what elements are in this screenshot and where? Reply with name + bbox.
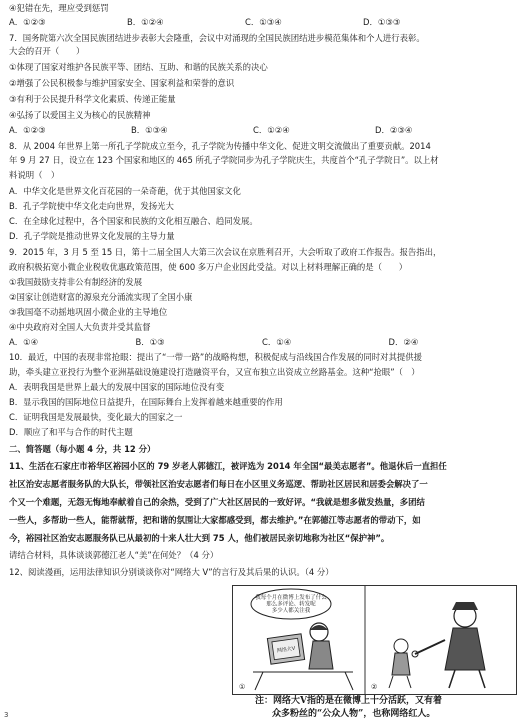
q9-item-2: ②国家让创造财富的源泉充分涌流实现了全国小康	[9, 292, 193, 302]
q11-text-5: 今，裕园社区治安志愿服务队已从最初的十来人壮大到 75 人，他们被居民亲切地称为社区“保护神”。	[9, 533, 390, 543]
q6-option-b: B．①②④	[127, 17, 164, 27]
q11-text-3: 个又一个难题，无怨无悔地奉献着自己的余热，受到了广大社区居民的一致好评。“我就是想多做发热量，多团结	[9, 497, 425, 507]
q10-option-b: B．显示我国的国际地位日益提升，在国际舞台上发挥着越来越重要的作用	[9, 397, 283, 407]
cartoon-note-line-2: 众多粉丝的“公众人物”，也称网络红人。	[272, 709, 436, 719]
bubble-line-1: 我每个月在微博上发布了什么	[255, 595, 327, 601]
q9-item-3: ③我国毫不动摇地巩固小微企业的主导地位	[9, 307, 168, 317]
q6-item-4: ④犯错在先，理应受到惩罚	[9, 3, 109, 13]
q9-option-c: C．①④	[262, 337, 292, 347]
panel-number-2: ②	[371, 683, 378, 691]
q6-option-d: D．①③③	[363, 17, 401, 27]
q9-option-a: A．①④	[9, 337, 39, 347]
q10-option-c: C．证明我国是发展最快，变化最大的国家之一	[9, 412, 183, 422]
q6-options	[9, 16, 515, 29]
q7-option-a: A．①②③	[9, 125, 46, 135]
q9-item-4: ④中央政府对全国人大负责并受其监督	[9, 322, 151, 332]
q8-option-c: C．在全球化过程中，各个国家和民族的文化相互融合、趋同发展。	[9, 216, 258, 226]
q11-text-4: 一些人，多帮助一些人，能帮就帮，把和谐的氛围让大家都感受到，都去维护。”在郭德江等志愿者的带动下，如	[9, 515, 421, 525]
q10-option-d: D．顺应了和平与合作的时代主题	[9, 427, 133, 437]
q7-item-4: ④弘扬了以爱国主义为核心的民族精神	[9, 110, 151, 120]
q9-options	[9, 336, 515, 349]
person-label: 网络大V	[276, 645, 296, 655]
q7-option-d: D．②③④	[375, 125, 413, 135]
bubble-line-2: 那么多评论、转发呢	[266, 601, 316, 608]
q7-stem-1: 7．国务院第六次全国民族团结进步表彰大会隆重，会议中对涌现的全国民族团结进步模范集体和个人进行表彰。	[9, 33, 425, 43]
q7-item-2: ②增强了公民积极参与维护国家安全、国家利益和荣誉的意识	[9, 78, 235, 88]
q10-option-a: A．表明我国是世界上最大的发展中国家的国际地位没有变	[9, 382, 225, 392]
q9-option-b: B．①③	[135, 337, 165, 347]
q6-option-c: C．①③④	[245, 17, 282, 27]
q10-stem-2: 助，牵头建立亚投行为整个亚洲基础设施建设打造融资平台，又宣布独立出资成立丝路基金。这种“抢眼”（ ）	[9, 367, 420, 377]
q9-stem-2: 政府积极拓宽小微企业税收优惠政策范围，使 600 多万户企业因此受益。对以上材料理解正确的是（ ）	[9, 262, 408, 272]
q9-option-d: D．②④	[388, 337, 419, 347]
page-number: 3	[4, 711, 9, 719]
q7-option-b: B．①③④	[131, 125, 168, 135]
q6-option-a: A．①②③	[9, 17, 46, 27]
q9-stem-1: 9．2015 年，3 月 5 至 15 日，第十二届全国人大第三次会议在京胜利召开，大会听取了政府工作报告。报告指出，	[9, 247, 442, 257]
q11-question: 请结合材料，具体谈谈郭德江老人“美”在何处？（4 分）	[9, 550, 219, 560]
cartoon-note-line-1: 注：网络大V指的是在微博上十分活跃，又有着	[255, 696, 442, 706]
q11-text-2: 社区治安志愿者服务队的大队长，带领社区治安志愿者们每日在小区里义务巡逻、帮助社区居民和居委会解决了一	[9, 479, 428, 489]
q8-option-d: D．孔子学院是推动世界文化发展的主导力量	[9, 231, 175, 241]
panel-number-1: ①	[239, 683, 246, 691]
q8-stem-3: 料说明（ ）	[9, 170, 60, 180]
q8-option-a: A．中华文化是世界文化百花园的一朵奇葩，优于其他国家文化	[9, 186, 241, 196]
q7-item-3: ③有利于公民提升科学文化素质、传递正能量	[9, 94, 176, 104]
q8-stem-1: 8．从 2004 年世界上第一所孔子学院成立至今，孔子学院为传播中华文化、促进文明交流做出了重要贡献。2014	[9, 141, 431, 151]
q7-options	[9, 124, 515, 137]
q9-item-1: ①我国鼓励支持非公有制经济的发展	[9, 277, 143, 287]
q7-item-1: ①体现了国家对维护各民族平等、团结、互助、和谐的民族关系的决心	[9, 62, 268, 72]
section-heading: 二、简答题（每小题 4 分，共 12 分）	[9, 444, 156, 454]
bubble-line-3: 多少人都关注我	[271, 608, 311, 614]
q7-stem-2: 大会的召开（ ）	[9, 46, 85, 56]
q12-question: 12、阅读漫画，运用法律知识分别谈谈你对“网络大 V”的言行及其后果的认识。（4 分）	[9, 567, 334, 577]
q7-option-c: C．①②④	[253, 125, 290, 135]
q8-option-b: B．孔子学院使中华文化走向世界，发扬光大	[9, 201, 174, 211]
q11-text-1: 11、生活在石家庄市裕华区裕园小区的 79 岁老人郭德江，被评选为 2014 年全国“最美志愿者”。他退休后一直担任	[9, 461, 447, 471]
q10-stem-1: 10．最近，中国的表现非常抢眼：提出了“一带一路”的战略构想，积极促成与沿线国合作发展的同时对其提供援	[9, 352, 422, 362]
cartoon-illustration	[232, 585, 517, 695]
cartoon-drawing	[233, 586, 516, 694]
q8-stem-2: 年 9 月 27 日，设立在 123 个国家和地区的 465 所孔子学院同步为孔子学院庆生，共度首个“孔子学院日”。以上材	[9, 155, 439, 165]
